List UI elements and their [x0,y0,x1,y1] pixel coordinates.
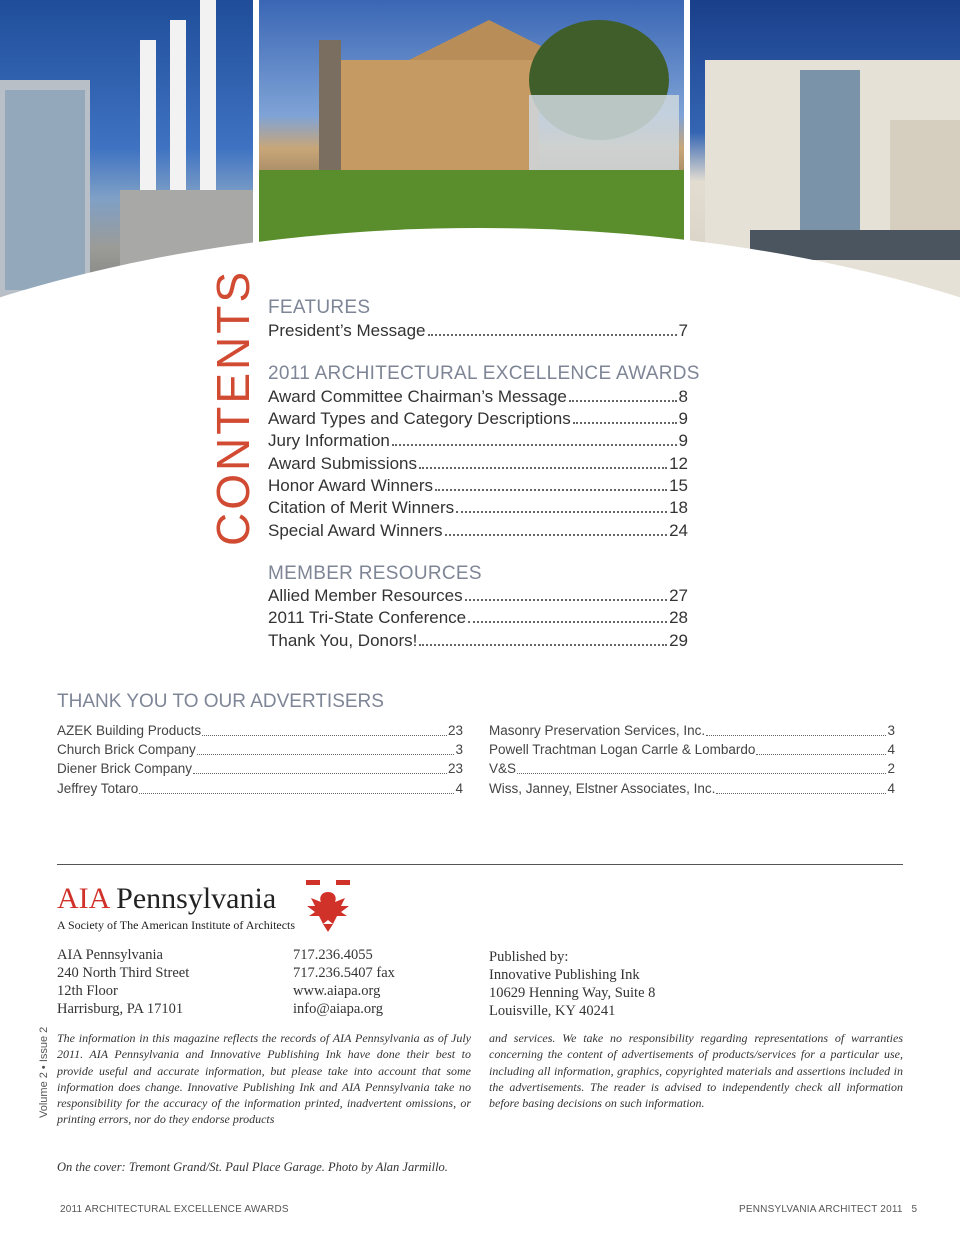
section-heading-awards: 2011 ARCHITECTURAL EXCELLENCE AWARDS [268,363,700,384]
disclaimer-left: The information in this magazine reflects the records of AIA Pennsylvania as of July 2011. AIA Pennsylvania and Innovative Publishing Ink have done their best to provide useful and accurate information, but please take into account that some information does change. Innovative Publishing Ink and AIA Pennsylvania take no responsibility for the accuracy of the information printed, inadvertent omissions, or printing errors, nor do they endorse products [57,1031,471,1127]
toc-item[interactable]: Citation of Merit Winners 18 [268,498,688,517]
advertiser-item: Powell Trachtman Logan Carrle & Lombardo 4 [489,742,895,757]
toc-item[interactable]: Honor Award Winners 15 [268,476,688,495]
section-heading-member-resources: MEMBER RESOURCES [268,563,482,584]
toc-item[interactable]: Award Submissions 12 [268,454,688,473]
advertisers-heading: THANK YOU TO OUR ADVERTISERS [57,691,384,712]
toc-item[interactable]: Award Types and Category Descriptions 9 [268,409,688,428]
published-by: Published by: Innovative Publishing Ink 10629 Henning Way, Suite 8 Louisville, KY 40241 [489,949,656,1019]
aia-pennsylvania-logo: AIA Pennsylvania [57,882,277,915]
website-link[interactable]: www.aiapa.org [293,983,381,999]
advertiser-item: AZEK Building Products 23 [57,723,463,738]
aia-contact: 717.236.4055 717.236.5407 fax www.aiapa.org info@aiapa.org [293,947,395,1017]
advertiser-item: Wiss, Janney, Elstner Associates, Inc. 4 [489,781,895,796]
page-number: 5 [911,1204,918,1215]
toc-item[interactable]: 2011 Tri-State Conference 28 [268,608,688,627]
toc-item[interactable]: Award Committee Chairman’s Message 8 [268,387,688,406]
toc-item[interactable]: Allied Member Resources 27 [268,586,688,605]
advertiser-item: Masonry Preservation Services, Inc. 3 [489,723,895,738]
advertiser-item: Jeffrey Totaro 4 [57,781,463,796]
cover-credit: On the cover: Tremont Grand/St. Paul Place Garage. Photo by Alan Jarmillo. [57,1160,448,1174]
aia-address: AIA Pennsylvania 240 North Third Street 12th Floor Harrisburg, PA 17101 [57,947,190,1017]
contents-title: CONTENTS [207,269,259,546]
advertiser-item: V&S 2 [489,761,895,776]
divider [57,864,903,865]
header-photo-strip [0,0,960,330]
footer-right: PENNSYLVANIA ARCHITECT 2011 5 [739,1204,918,1215]
toc-item[interactable]: Thank You, Donors! 29 [268,631,688,650]
advertiser-item: Diener Brick Company 23 [57,761,463,776]
aia-logo-subtitle: A Society of The American Institute of Architects [57,918,296,932]
eagle-icon [303,880,353,932]
section-heading-features: FEATURES [268,297,371,318]
disclaimer-right: and services. We take no responsibility regarding representations of warranties concerning the content of advertisements of products/services for a particular use, including all information, graphics, copyrighted materials and assertions included in the advertisements. The reader is advised to independently check all information before basing decisions on such information. [489,1031,903,1111]
volume-issue: Volume 2 • Issue 2 [38,1026,50,1118]
toc-item[interactable]: Jury Information 9 [268,431,688,450]
email-link[interactable]: info@aiapa.org [293,1001,383,1017]
footer-left: 2011 ARCHITECTURAL EXCELLENCE AWARDS [60,1204,289,1215]
toc-item[interactable]: President’s Message 7 [268,321,688,340]
toc-item[interactable]: Special Award Winners 24 [268,521,688,540]
advertiser-item: Church Brick Company 3 [57,742,463,757]
